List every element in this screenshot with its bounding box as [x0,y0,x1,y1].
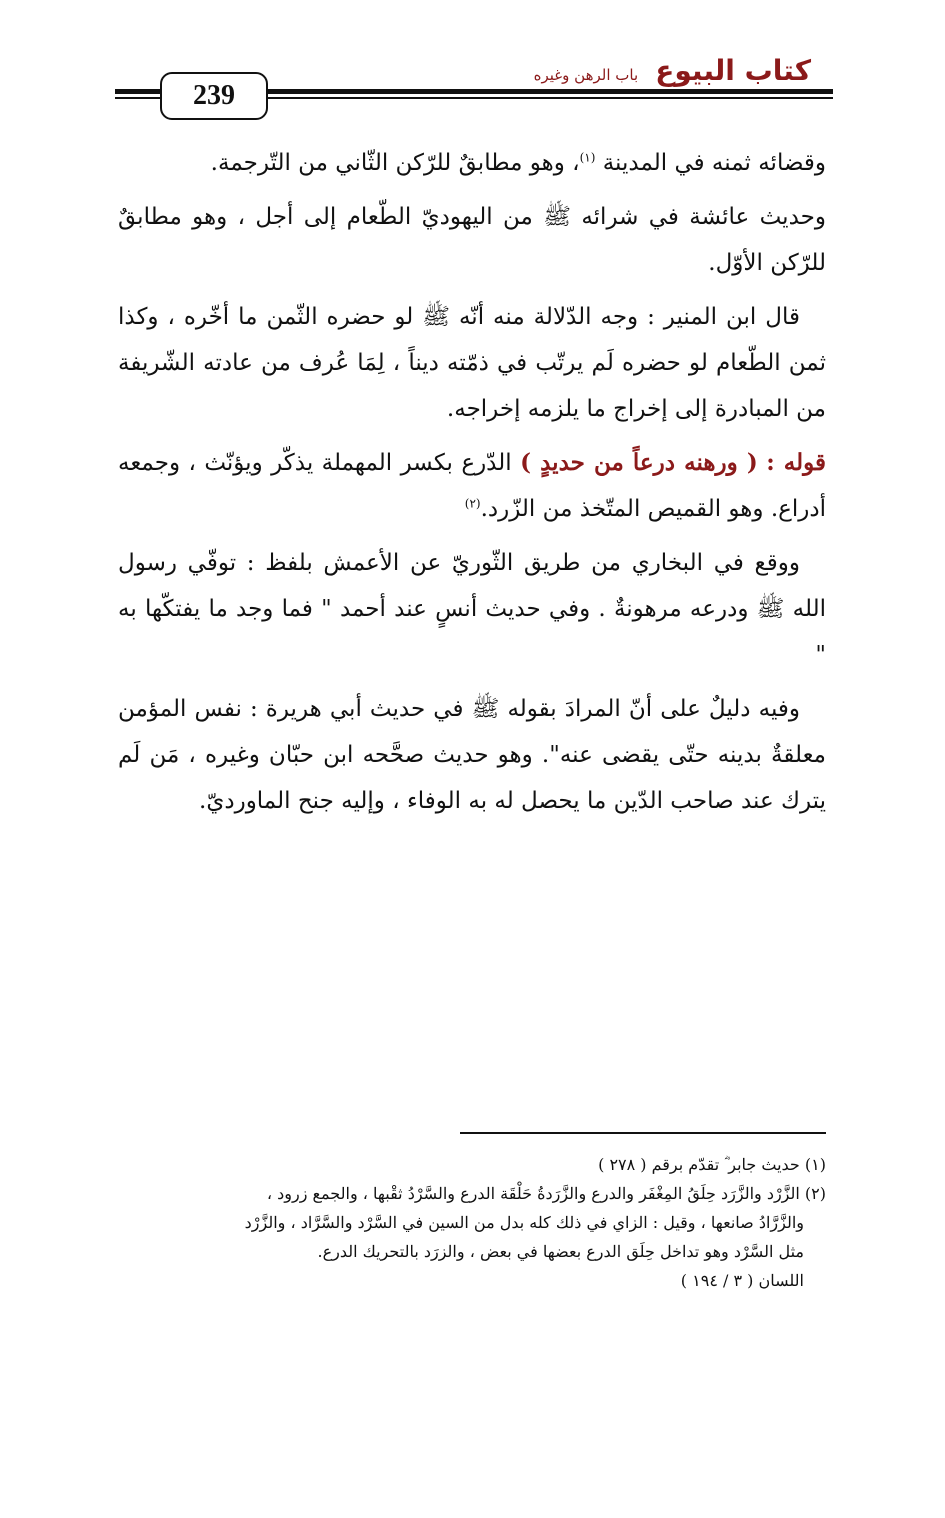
paragraph-1: وقضائه ثمنه في المدينة $^{(١)}$، وهو مطابقٌ للرّكن الثّاني من التّرجمة. [210,150,826,176]
footnote-ref-1: (١) [579,150,596,165]
quote-label: قوله : [766,449,827,476]
paragraph-2: وحديث عائشة في شرائه ﷺ من اليهوديّ الطّعام إلى أجل ، وهو مطابقٌ للرّكن الأوّل. [118,204,826,276]
footnote-2-line-2: والزَّرَّادُ صانعها ، وقيل : الزاي في ذلك كله بدل من السين في السَّرْد والسَّرَّاد ، والزَّرْد [244,1213,804,1232]
paragraph-6: وفيه دليلٌ على أنّ المرادَ بقوله ﷺ في حديث أبي هريرة : نفس المؤمن معلقةٌ بدينه حتّى يقضى عنه". وهو حديث صحَّحه ابن حبّان وغيره ، مَن لَم يترك عند صاحب الدّين ما يحصل له به الوفاء ، وإليه جنح الماورديّ. [118,696,826,814]
page-number: 239 [160,72,268,120]
book-title: كتاب البيوع [655,54,811,87]
footnote-2-line-4: اللسان ( ٣ / ١٩٤ ) [680,1271,804,1290]
footnote-2-line-3: مثل السَّرْد وهو تداخل حِلَق الدرع بعضها في بعض ، والزرَد بالتحريك الدرع. [317,1242,804,1261]
chapter-title: باب الرهن وغيره [533,66,639,84]
footnote-divider [460,1132,826,1134]
paragraph-5: ووقع في البخاري من طريق الثّوريّ عن الأعمش بلفظ : توفّي رسول الله ﷺ ودرعه مرهونةٌ . وفي حديث أنسٍ عند أحمد " فما وجد ما يفتكّها به " [118,550,826,668]
footnotes [118,1150,826,1295]
paragraph-3: قال ابن المنير : وجه الدّلالة منه أنّه ﷺ لو حضره الثّمن ما أخّره ، وكذا ثمن الطّعام لو حضره لَم يرتّب في ذمّته ديناً ، لِمَا عُرف من عادته الشّريفة من المبادرة إلى إخراج ما يلزمه إخراجه. [118,304,826,422]
main-text [118,140,826,832]
header-titles [534,54,811,87]
paragraph-4: قوله : ( ورهنه درعاً من حديدٍ ) الدّرع بكسر المهملة يذكّر ويؤنّث ، وجمعه أدراع. وهو القميص المتّخذ من الزّرد.$^{(٢)}$ [118,449,827,522]
footnote-1: (١) حديث جابر ؓ تقدّم برقم ( ٢٧٨ ) [598,1155,826,1174]
footnote-2-line-1: (٢) الزَّرْد والزَّرَد حِلَقُ المِغْفَر والدرع والزَّرَدةُ حَلْقَة الدرع والسَّرْدُ ثقْبها ، والجمع زرود ، [266,1184,826,1203]
quote-text: ( ورهنه درعاً من حديدٍ ) [520,449,758,476]
page-header [115,50,833,112]
footnote-ref-2: (٢) [464,496,481,511]
